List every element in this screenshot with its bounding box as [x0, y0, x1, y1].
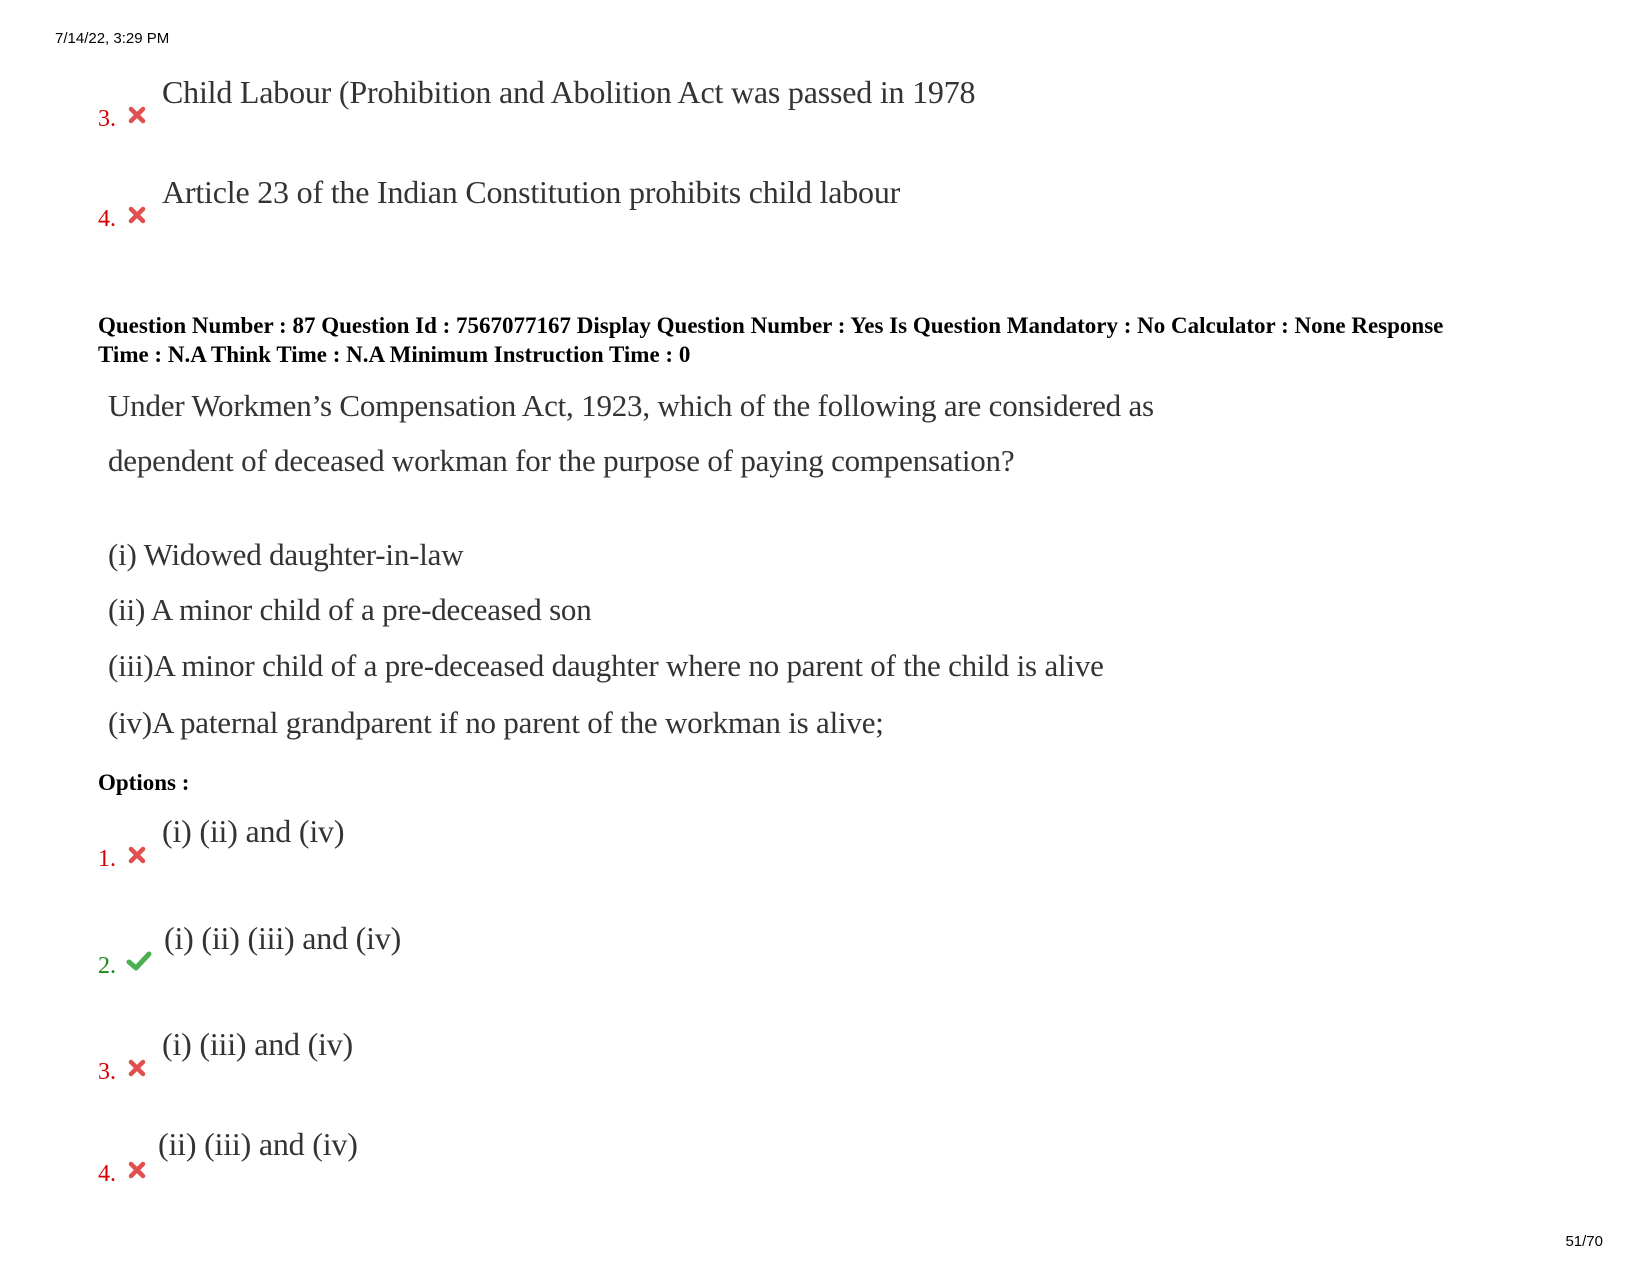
cross-icon — [126, 1057, 148, 1079]
question-item-iv: (iv)A paternal grandparent if no parent of the workman is alive; — [108, 705, 884, 740]
question-item-ii: (ii) A minor child of a pre-deceased son — [108, 592, 592, 627]
check-icon — [126, 950, 152, 972]
option-number: 4. — [98, 1161, 116, 1187]
option-number: 1. — [98, 846, 116, 872]
cross-icon — [126, 104, 148, 126]
question-meta-line1: Question Number : 87 Question Id : 7567077167 Display Question Number : Yes Is Question Mandatory : No Calculator : None Response — [98, 313, 1444, 338]
cross-icon — [126, 1159, 148, 1181]
option-text: (i) (ii) (iii) and (iv) — [164, 920, 402, 956]
question-stem-line1: Under Workmen’s Compensation Act, 1923, which of the following are considered as — [108, 388, 1154, 423]
options-label: Options : — [98, 770, 190, 795]
question-item-iii: (iii)A minor child of a pre-deceased daughter where no parent of the child is alive — [108, 648, 1104, 683]
option-text: (i) (iii) and (iv) — [162, 1026, 353, 1062]
page-number: 51/70 — [1565, 1233, 1603, 1250]
option-text: Article 23 of the Indian Constitution prohibits child labour — [162, 174, 901, 210]
option-number: 3. — [98, 1059, 116, 1085]
option-text: Child Labour (Prohibition and Abolition Act was passed in 1978 — [162, 74, 976, 110]
option-number: 3. — [98, 106, 116, 132]
print-timestamp: 7/14/22, 3:29 PM — [55, 30, 170, 47]
option-text: (ii) (iii) and (iv) — [158, 1126, 358, 1162]
option-number: 2. — [98, 953, 116, 979]
cross-icon — [126, 204, 148, 226]
question-stem-line2: dependent of deceased workman for the purpose of paying compensation? — [108, 443, 1015, 478]
question-meta-line2: Time : N.A Think Time : N.A Minimum Instruction Time : 0 — [98, 342, 691, 367]
question-item-i: (i) Widowed daughter-in-law — [108, 537, 464, 572]
cross-icon — [126, 844, 148, 866]
option-text: (i) (ii) and (iv) — [162, 813, 345, 849]
question-meta — [98, 311, 1578, 369]
option-number: 4. — [98, 206, 116, 232]
